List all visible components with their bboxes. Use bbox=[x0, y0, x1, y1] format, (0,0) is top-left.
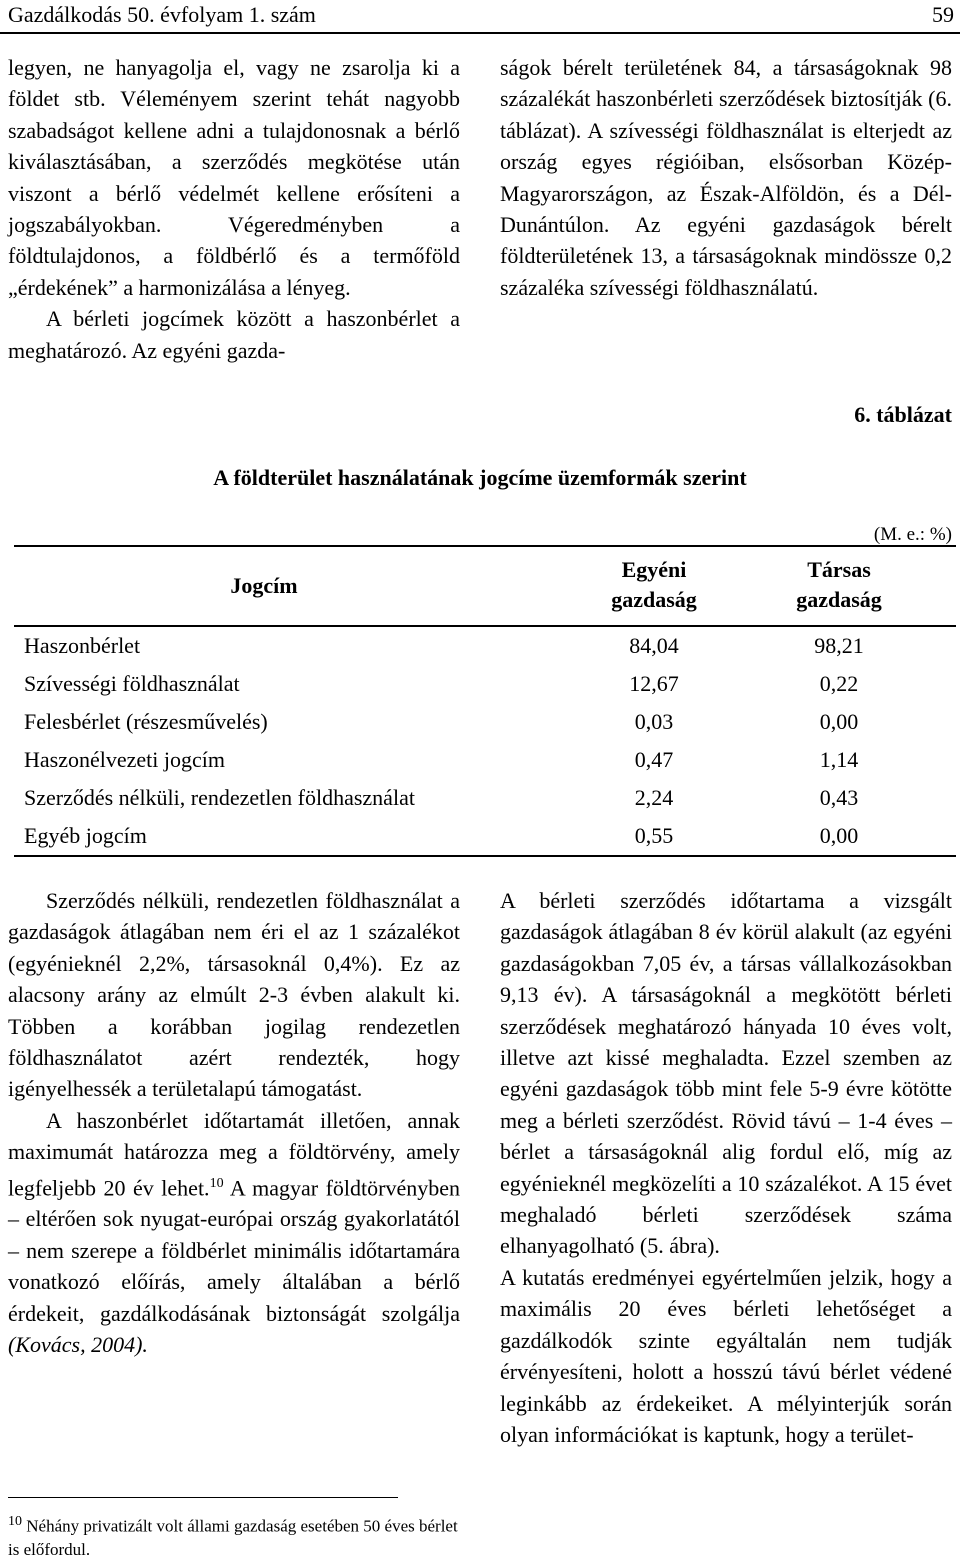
column-bottom-right bbox=[500, 885, 952, 1450]
cell-egyeni: 0,47 bbox=[634, 747, 674, 772]
footnote-rule bbox=[8, 1497, 398, 1498]
header-tarsas bbox=[759, 555, 919, 615]
paragraph: ságok bérelt területének 84, a társaságoknak 98 százalékát haszonbérleti szerződések biztosítják (6. táblázat). A szívességi földhasználat is elterjedt az ország egyes régióiban, elsősorban Közép-Magyarországon, az Észak-Alföldön, és a Dél-Dunántúlon. Az egyéni gazdaságok bérelt földterületének 13, a társaságoknak mindössze 0,2 százaléka szívességi földhasználatú. bbox=[500, 55, 952, 300]
cell-tarsas: 0,22 bbox=[819, 671, 859, 696]
cell-tarsas: 98,21 bbox=[814, 633, 864, 658]
data-table bbox=[14, 545, 956, 857]
footnote-ref: 10 bbox=[209, 1175, 224, 1191]
journal-title: Gazdálkodás 50. évfolyam 1. szám bbox=[8, 2, 316, 27]
table-row bbox=[14, 817, 956, 855]
table-title: A földterület használatának jogcíme üzemformák szerint bbox=[213, 465, 747, 490]
table-unit: (M. e.: %) bbox=[873, 524, 952, 545]
table-row bbox=[14, 779, 956, 817]
header-tarsas-line1: Társas bbox=[807, 557, 871, 582]
cell-egyeni: 0,55 bbox=[634, 823, 674, 848]
cell-egyeni: 0,03 bbox=[634, 709, 674, 734]
paragraph-text: A haszonbérlet időtartamát illetően, annak maximumát határozza meg a földtörvény, amely legfeljebb 20 év lehet. bbox=[8, 1107, 460, 1200]
paragraph: Szerződés nélküli, rendezetlen földhasználat a gazdaságok átlagában nem éri el az 1 százalékot (egyénieknél 2,2%, társasoknál 0,4%). Ez az alacsony arány az elmúlt 2-3 évben alakult ki. Többen a korábban jogilag rendezetlen földhasználatot azért rendezték, hogy igényelhessék a területalapú támogatást. bbox=[8, 888, 460, 1102]
header-rule bbox=[0, 32, 960, 34]
row-label: Szerződés nélküli, rendezetlen földhasználat bbox=[24, 785, 415, 810]
row-label: Felesbérlet (részesművelés) bbox=[24, 709, 268, 734]
citation: (Kovács, 2004). bbox=[8, 1332, 148, 1358]
column-bottom-left bbox=[8, 885, 460, 1360]
cell-tarsas: 0,00 bbox=[819, 823, 859, 848]
header-egyeni-line2: gazdaság bbox=[611, 587, 697, 612]
header-egyeni bbox=[574, 555, 734, 615]
column-top-right bbox=[500, 52, 952, 303]
row-label: Haszonbérlet bbox=[24, 633, 141, 658]
header-egyeni-line1: Egyéni bbox=[621, 557, 687, 582]
footnote bbox=[8, 1510, 468, 1561]
footnote-number: 10 bbox=[8, 1514, 22, 1529]
paragraph: A kutatás eredményei egyértelműen jelzik, hogy a maximális 20 éves bérleti lehetőséget a gazdálkodók szinte egyáltalán nem tudják érvényesíteni, holott a hosszú távú bérlet védené leginkább az érdekeiket. A mélyinterjúk során olyan információkat is kaptunk, hogy a terület- bbox=[500, 1264, 952, 1447]
table-row bbox=[14, 741, 956, 779]
cell-tarsas: 0,43 bbox=[819, 785, 859, 810]
table-row bbox=[14, 665, 956, 703]
paragraph: legyen, ne hanyagolja el, vagy ne zsarolja ki a földet stb. Véleményem szerint tehát nagyobb szabadságot kellene adni a tulajdonosnak a bérlő kiválasztásában, a szerződés megkötése után viszont a bérlő védelmét kellene erősíteni a jogszabályokban. Végeredményben a földtulajdonos, a földbérlő és a termőföld „érdekének” a harmonizálása a lényeg. bbox=[8, 55, 460, 300]
header-jogcim: Jogcím bbox=[230, 573, 298, 598]
cell-egyeni: 84,04 bbox=[629, 633, 679, 658]
page-number: 59 bbox=[932, 2, 954, 27]
row-label: Szívességi földhasználat bbox=[24, 671, 240, 696]
footnote-text: Néhány privatizált volt állami gazdaság esetében 50 éves bérlet is előfordul. bbox=[8, 1516, 458, 1559]
header-tarsas-line2: gazdaság bbox=[796, 587, 882, 612]
paragraph-text: A magyar földtörvényben – eltérően sok nyugat-európai ország gyakorlatától – nem szerepe a földbérlet minimális időtartamára vonatkozó előírás, amely általában a bérlő érdekeit, gazdálkodásának biztonságát szolgálja bbox=[8, 1174, 460, 1326]
paragraph: A bérleti szerződés időtartama a vizsgált gazdaságok átlagában 8 év körül alakult (az egyéni gazdaságokban 7,05 év, a társas vállalkozásokban 9,13 év). A társaságoknál a megkötött bérleti szerződések meghatározó hányada 10 éves volt, illetve azt kissé meghaladta. Ezzel szemben az egyéni gazdaságok több mint fele 5-9 évre kötötte meg a bérleti szerződést. Rövid távú – 1-4 éves – bérlet a társaságoknál alig fordul elő, míg az egyénieknél megközelíti a 10 százalékot. A 15 évet meghaladó bérleti szerződések száma elhanyagolható (5. ábra). bbox=[500, 888, 952, 1259]
table-row bbox=[14, 627, 956, 665]
column-top-left bbox=[8, 52, 460, 366]
paragraph: A bérleti jogcímek között a haszonbérlet a meghatározó. Az egyéni gazda- bbox=[8, 306, 460, 363]
page-header bbox=[0, 0, 960, 32]
row-label: Haszonélvezeti jogcím bbox=[24, 747, 225, 772]
cell-tarsas: 1,14 bbox=[819, 747, 859, 772]
table-header bbox=[14, 547, 956, 627]
cell-egyeni: 2,24 bbox=[634, 785, 674, 810]
table-number: 6. táblázat bbox=[854, 402, 952, 427]
row-label: Egyéb jogcím bbox=[24, 823, 147, 848]
cell-egyeni: 12,67 bbox=[629, 671, 679, 696]
cell-tarsas: 0,00 bbox=[819, 709, 859, 734]
paragraph bbox=[8, 1105, 460, 1361]
table-row bbox=[14, 703, 956, 741]
